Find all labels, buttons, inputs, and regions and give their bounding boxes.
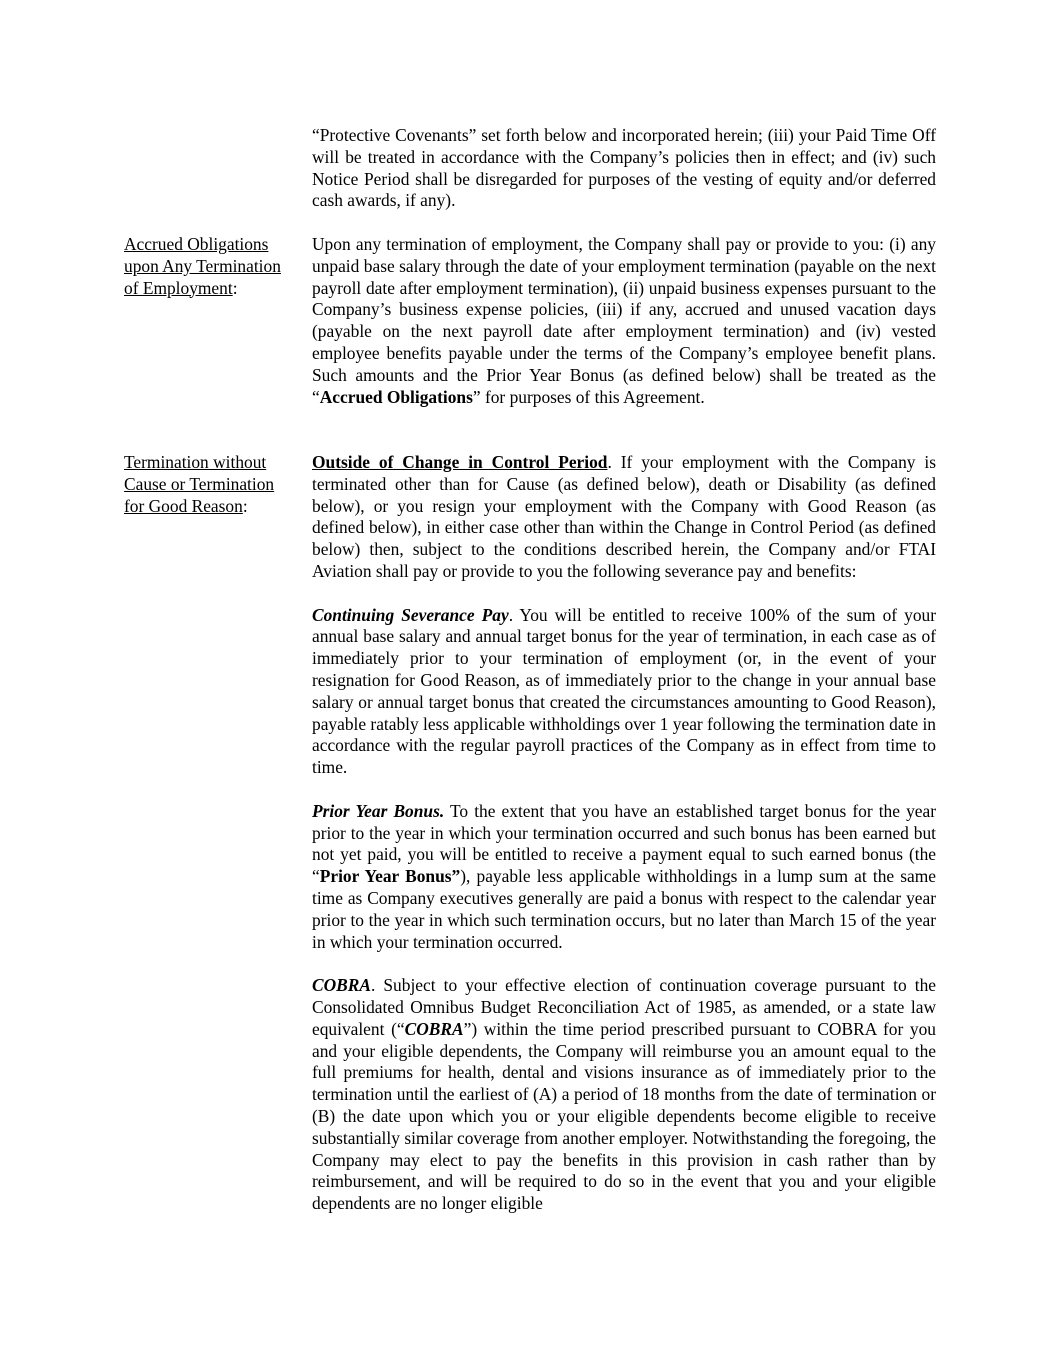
continuing-severance-paragraph [312,605,936,779]
accrued-text-after: ” for purposes of this Agreement. [472,386,705,407]
accrued-defined-term: Accrued Obligations [319,386,473,407]
accrued-heading-text: Accrued Obligations upon Any Termination of Employment [124,234,281,298]
prior-year-bonus-text-b: ), payable less applicable withholdings in a lump sum at the same time as Company executives generally are paid a bonus with respect to the calendar year prior to the year in which such termination occurs, but no later than March 15 of the year in which your termination occurred. [312,866,936,952]
cobra-title: COBRA [312,975,371,996]
intro-paragraph [312,125,936,212]
prior-year-bonus-defined-term: Prior Year Bonus” [319,866,461,887]
termination-heading-text: Termination without Cause or Termination for Good Reason [124,452,275,516]
outside-cic-title: Outside of Change in Control Period [312,452,608,472]
termination-heading [124,452,296,517]
accrued-paragraph [312,234,936,408]
continuing-severance-title: Continuing Severance Pay [312,604,509,625]
outside-cic-text: . If your employment with the Company is terminated other than for Cause (as defined below), death or Disability (as defined below), or you resign your employment with the Company with Good Reason (as defined below), in either case other than within the Change in Control Period (as defined below) then, subject to the conditions described herein, the Company and/or FTAI Aviation shall pay or provide to you the following severance pay and benefits: [312,452,936,581]
cobra-defined-term: COBRA [404,1018,464,1039]
cobra-paragraph [312,975,936,1215]
accrued-heading-colon: : [232,277,238,298]
cobra-text-b: ”) within the time period prescribed pursuant to COBRA for you and your eligible dependents, the Company will reimburse you an amount equal to the full premiums for health, dental and visions insurance as of immediately prior to the termination until the earliest of (A) a period of 18 months from the date of termination or (B) the date upon which you or your eligible dependents become eligible to receive substantially similar coverage from another employer. Notwithstanding the foregoing, the Company may elect to pay the benefits in this provision in cash rather than by reimbursement, and will be required to do so in the event that you and your eligible dependents are no longer eligible [312,1018,936,1214]
termination-heading-colon: : [242,495,248,516]
termination-body [312,452,936,1215]
accrued-obligations-body [312,234,936,408]
prior-year-bonus-text-a: To the extent that you have an established target bonus for the year prior to the year in which your termination occurred and such bonus has been earned but not yet paid, you will be entitled to receive a payment equal to such earned bonus (the “ [312,800,936,887]
outside-cic-paragraph [312,452,936,583]
prior-year-bonus-paragraph [312,801,936,954]
prior-year-bonus-title: Prior Year Bonus. [312,800,445,821]
accrued-obligations-heading [124,234,296,299]
accrued-text-before: Upon any termination of employment, the Company shall pay or provide to you: (i) any unpaid base salary through the date of your employment termination (payable on the next payroll date after employment termination), (ii) unpaid business expenses pursuant to the Company’s business expense policies, (iii) if any, accrued and unused vacation days (payable on the next payroll date after employment termination) and (iv) vested employee benefits payable under the terms of the Company’s employee benefit plans. Such amounts and the Prior Year Bonus (as defined below) shall be treated as the “ [312,234,936,407]
intro-text: “Protective Covenants” set forth below and incorporated herein; (iii) your Paid Time Off will be treated in accordance with the Company’s policies then in effect; and (iv) such Notice Period shall be disregarded for purposes of the vesting of equity and/or deferred cash awards, if any). [312,125,936,211]
cobra-text-a: . Subject to your effective election of continuation coverage pursuant to the Consolidated Omnibus Budget Reconciliation Act of 1985, as amended, or a state law equivalent (“ [312,975,936,1039]
continuing-severance-text: . You will be entitled to receive 100% of the sum of your annual base salary and annual target bonus for the year of termination, in each case as of immediately prior to your termination of employment (or, in the event of your resignation for Good Reason, as of immediately prior to the change in your annual base salary or annual target bonus that created the circumstances amounting to Good Reason), payable ratably less applicable withholdings over 1 year following the termination date in accordance with the regular payroll practices of the Company as in effect from time to time. [312,604,936,778]
